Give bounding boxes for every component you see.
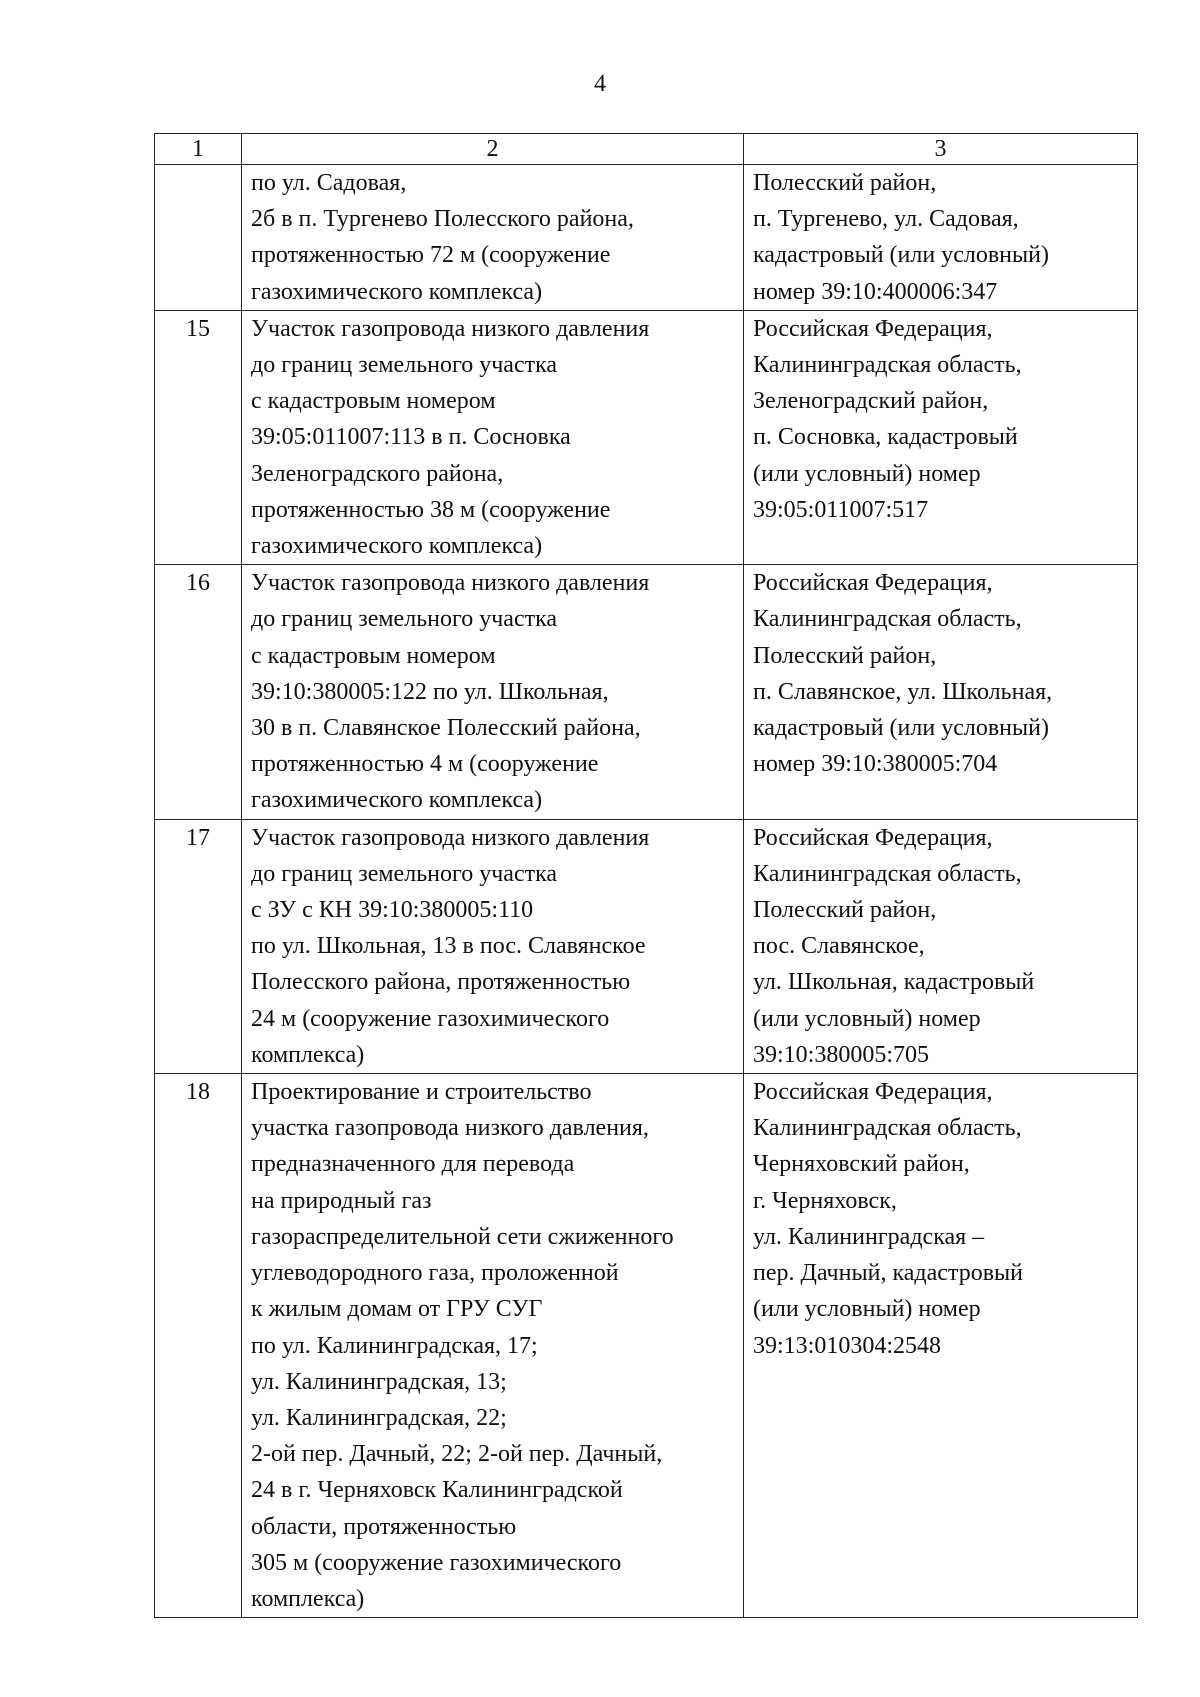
object-description-line: до границ земельного участка: [251, 352, 558, 379]
object-location-line: п. Славянское, ул. Школьная,: [753, 678, 1053, 705]
object-location-cell: [744, 165, 1138, 311]
object-description-line: 2-ой пер. Дачный, 22; 2-ой пер. Дачный,: [251, 1441, 663, 1468]
column-header-number: 1: [155, 134, 242, 165]
object-description-line: области, протяженностью: [251, 1513, 517, 1540]
object-location-line: 39:13:010304:2548: [753, 1332, 942, 1359]
object-description-line: комплекса): [251, 1585, 365, 1612]
object-location-line: номер 39:10:400006:347: [753, 278, 998, 305]
object-description-line: Участок газопровода низкого давления: [251, 570, 650, 597]
table-row: [155, 819, 1138, 1073]
object-location-line: номер 39:10:380005:704: [753, 751, 998, 778]
table-row: [155, 1074, 1138, 1618]
object-description-line: Участок газопровода низкого давления: [251, 315, 650, 342]
object-description-line: 39:10:380005:122 по ул. Школьная,: [251, 678, 609, 705]
object-description-line: до границ земельного участка: [251, 860, 558, 887]
object-description-line: ул. Калининградская, 22;: [251, 1404, 507, 1431]
object-location-line: Полесский район,: [753, 642, 937, 669]
object-description-line: протяженностью 4 м (сооружение: [251, 751, 599, 778]
object-location-line: Российская Федерация,: [753, 315, 993, 342]
object-location-line: п. Тургенево, ул. Садовая,: [753, 206, 1019, 233]
object-location-line: кадастровый (или условный): [753, 242, 1049, 269]
object-description-line: на природный газ: [251, 1187, 432, 1214]
object-description-line: 305 м (сооружение газохимического: [251, 1549, 622, 1576]
object-location-line: Калининградская область,: [753, 1115, 1022, 1142]
object-description-cell: [242, 565, 744, 819]
object-description-cell: [242, 1074, 744, 1618]
table-row: [155, 565, 1138, 819]
object-description-line: до границ земельного участка: [251, 606, 558, 633]
object-location-cell: [744, 1074, 1138, 1618]
row-number: 17: [155, 819, 242, 1073]
object-description-line: 24 в г. Черняховск Калининградской: [251, 1477, 623, 1504]
object-description-line: газораспределительной сети сжиженного: [251, 1223, 674, 1250]
object-location-cell: [744, 310, 1138, 564]
object-description-line: 2б в п. Тургенево Полесского района,: [251, 206, 634, 233]
row-number: 18: [155, 1074, 242, 1618]
object-location-line: Полесский район,: [753, 897, 937, 924]
column-header-object: 2: [242, 134, 744, 165]
object-location-line: п. Сосновка, кадастровый: [753, 424, 1018, 451]
object-location-cell: [744, 565, 1138, 819]
row-number: 15: [155, 310, 242, 564]
object-description-line: протяженностью 38 м (сооружение: [251, 496, 611, 523]
object-description-line: ул. Калининградская, 13;: [251, 1368, 507, 1395]
object-location-line: пер. Дачный, кадастровый: [753, 1260, 1023, 1287]
object-description-line: протяженностью 72 м (сооружение: [251, 242, 611, 269]
object-location-line: кадастровый (или условный): [753, 715, 1049, 742]
object-description-line: с кадастровым номером: [251, 388, 496, 415]
object-description-line: газохимического комплекса): [251, 533, 543, 560]
object-description-line: комплекса): [251, 1041, 365, 1068]
object-location-line: 39:10:380005:705: [753, 1041, 930, 1068]
object-location-line: Полесский район,: [753, 170, 937, 196]
object-location-line: Российская Федерация,: [753, 570, 993, 597]
object-location-line: Российская Федерация,: [753, 824, 993, 851]
object-description-line: Зеленоградского района,: [251, 460, 504, 487]
row-number: [155, 165, 242, 311]
object-location-line: (или условный) номер: [753, 1005, 981, 1032]
object-description-line: по ул. Калининградская, 17;: [251, 1332, 538, 1359]
object-description-line: углеводородного газа, проложенной: [251, 1260, 619, 1287]
page-number: 4: [594, 71, 606, 97]
object-location-line: ул. Школьная, кадастровый: [753, 969, 1035, 996]
object-description-cell: [242, 165, 744, 311]
object-location-cell: [744, 819, 1138, 1073]
object-location-line: г. Черняховск,: [753, 1187, 897, 1214]
object-description-line: предназначенного для перевода: [251, 1151, 575, 1178]
object-description-line: с ЗУ с КН 39:10:380005:110: [251, 897, 534, 924]
object-location-line: 39:05:011007:517: [753, 496, 929, 523]
object-description-line: газохимического комплекса): [251, 278, 543, 305]
table-row: [155, 165, 1138, 311]
table-row: [155, 310, 1138, 564]
object-description-line: 30 в п. Славянское Полесский района,: [251, 715, 641, 742]
column-header-location: 3: [744, 134, 1138, 165]
row-number: 16: [155, 565, 242, 819]
table-header-row: [155, 134, 1138, 165]
object-location-line: Калининградская область,: [753, 606, 1022, 633]
object-location-line: Зеленоградский район,: [753, 388, 989, 415]
object-description-cell: [242, 310, 744, 564]
object-location-line: (или условный) номер: [753, 1296, 981, 1323]
object-location-line: Калининградская область,: [753, 860, 1022, 887]
object-location-line: Российская Федерация,: [753, 1079, 993, 1106]
object-description-cell: [242, 819, 744, 1073]
object-description-line: участка газопровода низкого давления,: [251, 1115, 649, 1142]
object-location-line: Калининградская область,: [753, 352, 1022, 379]
object-location-line: (или условный) номер: [753, 460, 981, 487]
object-location-line: ул. Калининградская –: [753, 1223, 985, 1250]
object-description-line: по ул. Школьная, 13 в пос. Славянское: [251, 933, 646, 960]
object-description-line: Проектирование и строительство: [251, 1079, 592, 1106]
object-location-line: пос. Славянское,: [753, 933, 925, 960]
objects-table: [154, 133, 1138, 1618]
object-description-line: по ул. Садовая,: [251, 170, 407, 196]
object-description-line: к жилым домам от ГРУ СУГ: [251, 1296, 543, 1323]
object-location-line: Черняховский район,: [753, 1151, 970, 1178]
object-description-line: 24 м (сооружение газохимического: [251, 1005, 610, 1032]
object-description-line: газохимического комплекса): [251, 787, 543, 814]
object-description-line: Полесского района, протяженностью: [251, 969, 631, 996]
object-description-line: с кадастровым номером: [251, 642, 496, 669]
object-description-line: Участок газопровода низкого давления: [251, 824, 650, 851]
object-description-line: 39:05:011007:113 в п. Сосновка: [251, 424, 571, 451]
